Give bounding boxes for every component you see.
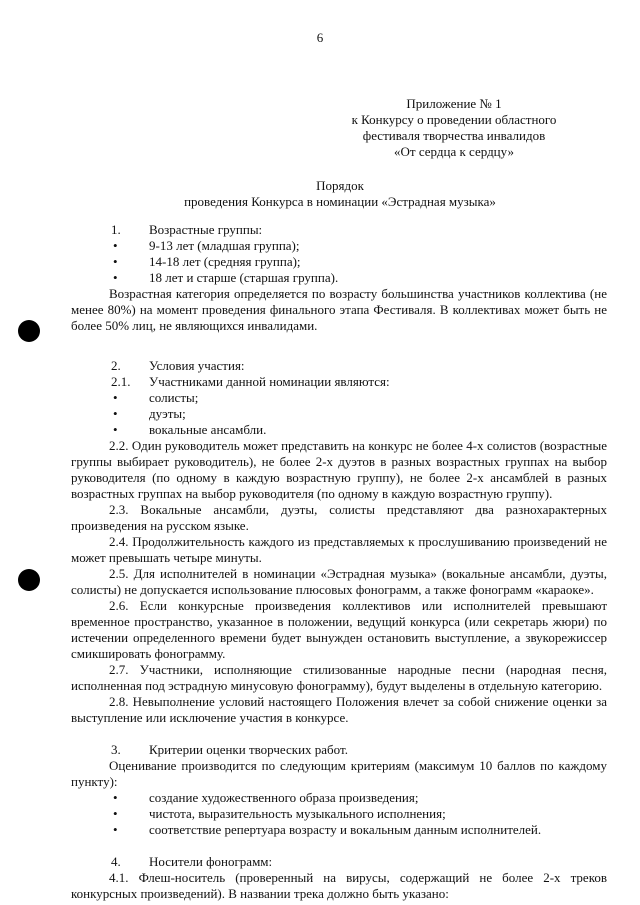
list-item-text: дуэты; (149, 406, 186, 421)
paragraph-2-7: 2.7. Участники, исполняющие стилизованные народные песни (народная песня, исполненная под эстрадную минусовую фонограмму), будут выделены в отдельную категорию. (71, 662, 607, 693)
bullet-icon: • (113, 822, 118, 837)
appendix-header (324, 96, 584, 160)
section-title: Условия участия: (149, 358, 245, 373)
list-item-text: 9-13 лет (младшая группа); (149, 238, 300, 253)
list-item-text: 18 лет и старше (старшая группа). (149, 270, 339, 285)
paragraph-2-5: 2.5. Для исполнителей в номинации «Эстрадная музыка» (вокальные ансамбли, дуэты, солисты) не допускается использование плюсовых фонограмм, а также фонограмм «караоке». (71, 566, 607, 597)
paragraph: Оценивание производится по следующим критериям (максимум 10 баллов по каждому пункту): (71, 758, 607, 789)
document-body (71, 222, 607, 902)
section-number: 2. (111, 358, 121, 373)
paragraph-4-1: 4.1. Флеш-носитель (проверенный на вирусы, содержащий не более 2-х треков конкурсных произведений). В названии трека должно быть указано: (71, 870, 607, 901)
punch-hole-mark (18, 569, 40, 591)
subsection-number: 2.1. (111, 374, 131, 389)
list-item-text: 14-18 лет (средняя группа); (149, 254, 301, 269)
section-title: Носители фонограмм: (149, 854, 273, 869)
punch-hole-mark (18, 320, 40, 342)
list-item-text: солисты; (149, 390, 199, 405)
document-title: Порядок (316, 178, 364, 193)
page-number: 6 (316, 30, 324, 45)
list-item-text: вокальные ансамбли. (149, 422, 267, 437)
section-heading (71, 358, 607, 374)
section-heading (71, 222, 607, 238)
list-item (71, 238, 607, 254)
bullet-icon: • (113, 238, 118, 253)
bullet-icon: • (113, 406, 118, 421)
paragraph: Возрастная категория определяется по возрасту большинства участников коллектива (не менее 80%) на момент проведения финального этапа Фестиваля. В коллективах может быть не более 50% лиц, не являющихся инвалидами. (71, 286, 607, 333)
list-item (71, 270, 607, 286)
appendix-line-1: Приложение № 1 (406, 96, 502, 111)
appendix-line-4: «От сердца к сердцу» (394, 144, 514, 159)
list-item-text: чистота, выразительность музыкального исполнения; (149, 806, 446, 821)
list-item (71, 390, 607, 406)
list-item (71, 422, 607, 438)
list-item-text: соответствие репертуара возрасту и вокальным данным исполнителей. (149, 822, 542, 837)
list-item (71, 822, 607, 838)
list-item-text: создание художественного образа произведения; (149, 790, 419, 805)
list-item (71, 406, 607, 422)
section-number: 1. (111, 222, 121, 237)
document-subtitle: проведения Конкурса в номинации «Эстрадная музыка» (184, 194, 496, 209)
list-item (71, 806, 607, 822)
list-item (71, 790, 607, 806)
section-title: Возрастные группы: (149, 222, 263, 237)
bullet-icon: • (113, 390, 118, 405)
section-number: 4. (111, 854, 121, 869)
list-item (71, 254, 607, 270)
bullet-icon: • (113, 254, 118, 269)
subsection-heading (71, 374, 607, 390)
paragraph-2-6: 2.6. Если конкурсные произведения коллективов или исполнителей превышают временное пространство, указанное в положении, ведущий конкурса (или секретарь жюри) по истечении определенного времени будет вынужден остановить выступление, а звукорежиссер смикшировать фонограмму. (71, 598, 607, 661)
paragraph-2-4: 2.4. Продолжительность каждого из представляемых к прослушиванию произведений не может превышать четыре минуты. (71, 534, 607, 565)
paragraph-2-3: 2.3. Вокальные ансамбли, дуэты, солисты представляют два разнохарактерных произведения на русском языке. (71, 502, 607, 533)
section-title: Критерии оценки творческих работ. (149, 742, 348, 757)
appendix-line-3: фестиваля творчества инвалидов (362, 128, 546, 143)
paragraph-2-2: 2.2. Один руководитель может представить на конкурс не более 4-х солистов (возрастные группы выбирает руководитель), не более 2-х дуэтов в разных возрастных группах на выбор руководителя (по одному в каждую возрастную группу), не более 2-х ансамблей в разных возрастных группах на выбор руководителя (по одному в каждую возрастную группу). (71, 438, 607, 501)
section-heading (71, 854, 607, 870)
bullet-icon: • (113, 422, 118, 437)
bullet-icon: • (113, 270, 118, 285)
bullet-icon: • (113, 806, 118, 821)
paragraph-2-8: 2.8. Невыполнение условий настоящего Положения влечет за собой снижение оценки за выступление или исключение участия в конкурсе. (71, 694, 607, 725)
appendix-line-2: к Конкурсу о проведении областного (351, 112, 557, 127)
subsection-title: Участниками данной номинации являются: (149, 374, 390, 389)
section-heading (71, 742, 607, 758)
bullet-icon: • (113, 790, 118, 805)
section-number: 3. (111, 742, 121, 757)
